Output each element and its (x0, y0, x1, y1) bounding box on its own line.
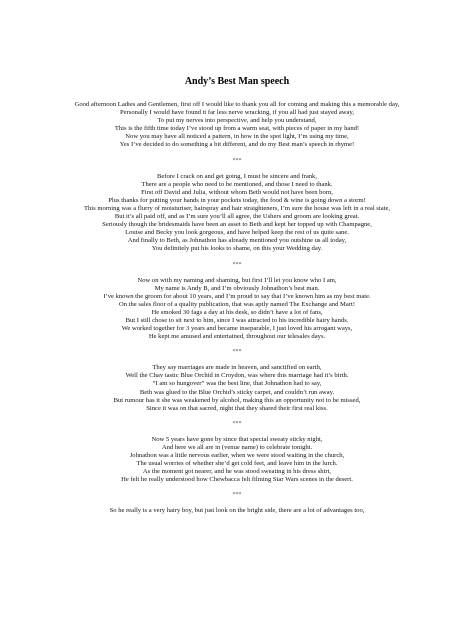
speech-line: To put my nerves into perspective, and help you understand, (157, 117, 317, 125)
speech-line: Personally I would have found it far less nerve wracking, if you all had just stayed away, (120, 109, 354, 117)
stanza-closing (44, 507, 430, 515)
stanza-separator: *** (232, 349, 242, 356)
speech-line: Now 5 years have gone by since that special sweaty sticky night, (151, 435, 323, 443)
speech-line: And here we all are in (venue name) to celebrate tonight. (161, 443, 313, 451)
speech-line: You definitely put his looks to shame, on this your Wedding day. (151, 245, 323, 253)
speech-line: He felt he really understood how Chewbacca felt filming Star Wars scenes in the desert. (121, 476, 353, 484)
document-title: Andy’s Best Man speech (184, 76, 290, 87)
speech-line: This is the fifth time today I’ve stood up from a warm seat, with pieces of paper in my hand! (114, 125, 360, 133)
speech-line: Since it was on that sacred, night that they shared their first real kiss. (146, 404, 328, 412)
stanza-separator: *** (232, 157, 242, 164)
speech-line: “I am so hungover” was the best line, that Johnathon had to say, (152, 380, 322, 388)
stanza-intro (44, 101, 430, 150)
speech-line: So he really is a very hairy boy, but just look on the bright side, there are a lot of advantages too, (109, 507, 365, 515)
speech-line: They say marriages are made in heaven, and sanctified on earth, (152, 364, 322, 372)
speech-line: Plus thanks for putting your hands in your pockets today, the food & wine is going down a storm! (108, 196, 366, 204)
stanza-wedding-day (44, 436, 430, 485)
stanza-thanks (44, 173, 430, 254)
speech-document (44, 76, 430, 515)
speech-line: Yes I’ve decided to do something a bit different, and do my Best man’s speech in rhyme! (119, 141, 355, 149)
speech-line: My name is Andy B, and I’m obviously Johnathon’s best man. (154, 284, 320, 292)
stanza-separator: *** (232, 420, 242, 427)
speech-line: But it’s all paid off, and as I’m sure you’ll all agree, the Ushers and groom are looking great. (114, 213, 360, 221)
stanza-separator: *** (232, 492, 242, 499)
speech-line: But rumour has it she was weakened by alcohol, making this an opportunity not to be missed, (113, 396, 361, 404)
speech-line: Louise and Becky you look gorgeous, and have helped keep the rest of us quite sane. (125, 229, 349, 237)
speech-line: Now you may have all noticed a pattern, in how in the spot light, I’m using my time, (125, 133, 349, 141)
stanza-naming (44, 277, 430, 342)
speech-line: And finally to Beth, as Johnathon has already mentioned you outshine us all today, (127, 237, 347, 245)
speech-line: First off David and Julia, without whom Beth would not have been born, (141, 188, 333, 196)
speech-line: I’ve known the groom for about 10 years, and I’m proud to say that I’ve known him as my best mate. (103, 292, 371, 300)
stanza-separator: *** (232, 261, 242, 268)
speech-line: He smoked 30 fags a day at his desk, so didn’t have a lot of fans, (151, 308, 323, 316)
speech-line: Beth was glued to the Blue Orchid’s sticky carpet, and couldn’t run away. (139, 388, 335, 396)
speech-line: There are a people who need to be mentioned, and those I need to thank. (141, 180, 333, 188)
speech-line: But I still chose to sit next to him, since I was attracted to his incredible hairy hands. (125, 316, 349, 324)
speech-line: As the moment got nearer, and he was stood sweating in his dress shirt, (142, 468, 332, 476)
speech-line: This morning was a flurry of moisturiser, hairspray and hair straighteners, I’m sure the house was left in a real state, (83, 204, 391, 212)
speech-line: Well the Chav tastic Blue Orchid in Croydon, was where this marriage had it’s birth. (125, 372, 349, 380)
speech-line: He kept me amused and entertained, throughout our telesales days. (148, 333, 326, 341)
speech-line: On the sales floor of a quality publication, that was aptly named The Exchange and Mart! (118, 300, 356, 308)
speech-line: Johnathon was a little nervous earlier, when we were stood waiting in the church, (129, 452, 345, 459)
stanza-meeting (44, 364, 430, 413)
speech-line: Before I crack on and get going, I must be sincere and frank, (156, 172, 318, 180)
speech-line: Good afternoon Ladies and Gentlemen, first off I would like to thank you all for coming and making this a memorable day, (74, 101, 400, 108)
speech-line: Seriously though the bridesmaids have been an asset to Beth and kept her topped up with Champagne, (102, 221, 372, 229)
speech-line: The usual worries of whether she’d get cold feet, and leave him in the lurch. (136, 460, 338, 468)
speech-line: Now on with my naming and shaming, but first I’ll let you know who I am, (137, 276, 337, 284)
speech-line: We worked together for 3 years and became inseparable, I just loved his arrogant ways, (121, 325, 353, 333)
